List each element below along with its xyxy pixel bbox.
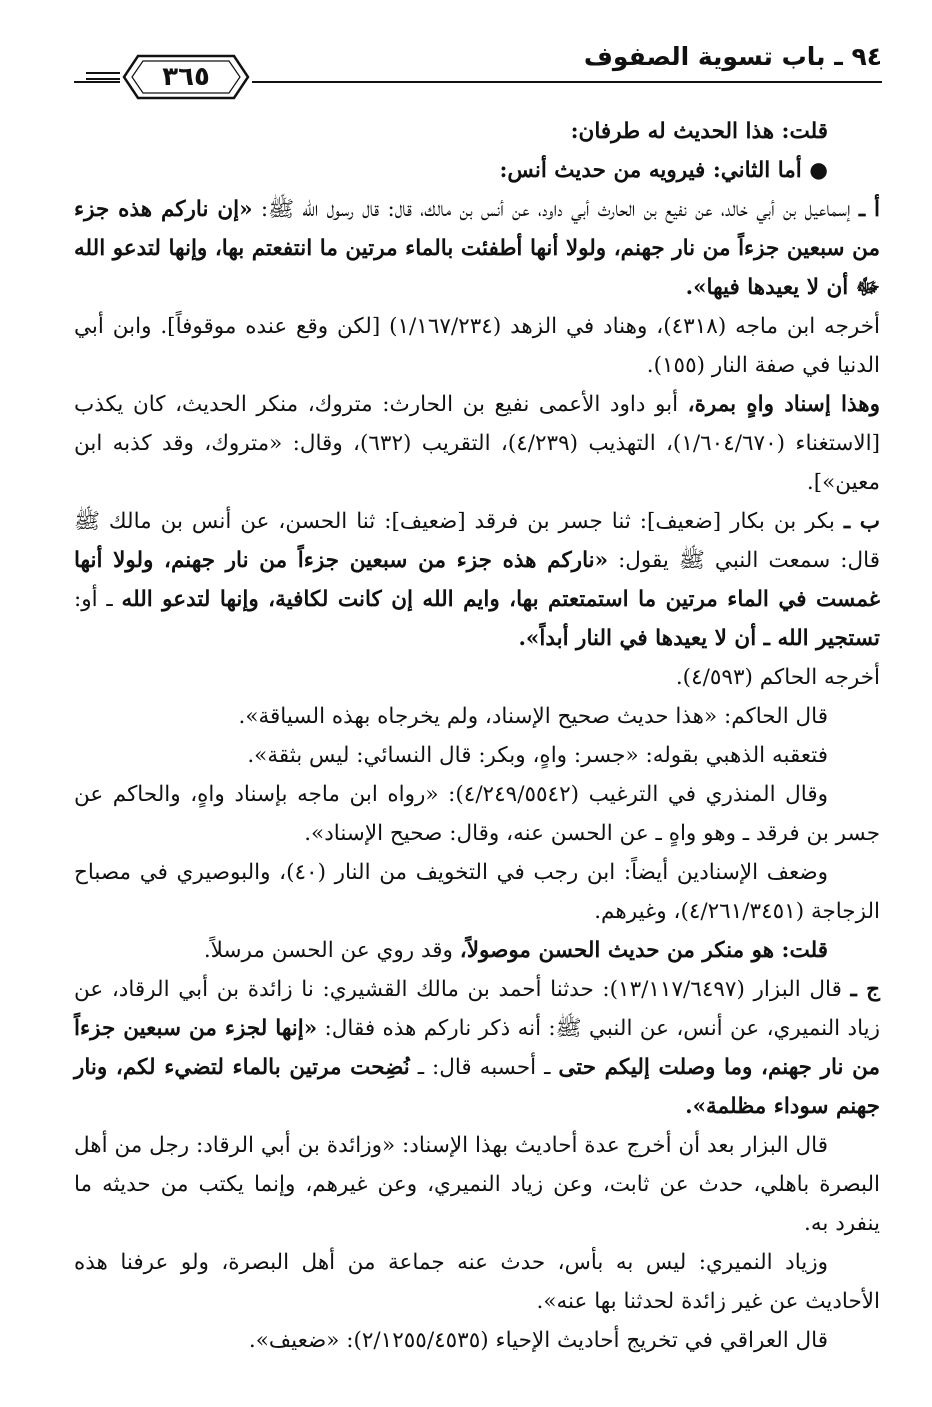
text-segment: وزياد النميري: ليس به بأس، حدث عنه جماعة من أهل البصرة، ولو عرفنا هذه الأحاديث عن غير زائدة لحدثنا بها عنه». [74, 1250, 880, 1314]
paragraph [74, 1321, 880, 1360]
text-segment: وقال المنذري في الترغيب (٤/٢٤٩/٥٥٤٢): «رواه ابن ماجه بإسناد واهٍ، والحاكم عن جسر بن فرقد ـ وهو واهٍ ـ عن الحسن عنه، وقال: صحيح الإسناد». [74, 782, 880, 846]
chapter-title: ٩٤ ـ باب تسوية الصفوف [583, 42, 882, 71]
bold-text-segment: قلت: هذا الحديث له طرفان: [570, 119, 828, 144]
paragraph [74, 775, 880, 853]
text-segment: وقد روي عن الحسن مرسلاً. [203, 938, 460, 963]
paragraph [74, 931, 880, 970]
paragraph [74, 112, 880, 151]
bold-text-segment: نُضِحت مرتين بالماء لتضيء لكم، ونار جهنم سوداء مظلمة». [74, 1055, 880, 1119]
paragraph [74, 697, 880, 736]
paragraph [74, 658, 880, 697]
text-segment: قال العراقي في تخريج أحاديث الإحياء (٢/١٢٥٥/٤٥٣٥): «ضعيف». [248, 1328, 828, 1353]
body-text [74, 112, 880, 1360]
bold-text-segment: وهذا إسناد واهٍ بمرة، [687, 392, 881, 417]
paragraph [74, 736, 880, 775]
bold-text-segment: ● أما الثاني: فيرويه من حديث أنس: [499, 158, 828, 183]
text-segment: إسماعيل بن أبي خالد، عن نفيع بن الحارث أبي داود، عن أنس بن مالك، قال: قال رسول الله ﷺ: [252, 197, 859, 222]
paragraph [74, 385, 880, 502]
text-segment: قال البزار بعد أن أخرج عدة أحاديث بهذا الإسناد: «وزائدة بن أبي الرقاد: رجل من أهل البصرة باهلي، حدث عن ثابت، وعن زياد النميري، وعن غيرهم، وإنما يكتب من حديثه ما ينفرد به. [74, 1133, 880, 1236]
paragraph [74, 307, 880, 385]
text-segment: ـ أو: [74, 587, 122, 612]
paragraph [74, 151, 880, 190]
paragraph [74, 502, 880, 658]
bold-text-segment: «إنها لجزء من سبعين جزءاً من نار جهنم، وما وصلت إليكم حتى [74, 1016, 881, 1080]
paragraph [74, 1126, 880, 1243]
text-segment: فتعقبه الذهبي بقوله: «جسر: واهٍ، وبكر: قال النسائي: ليس بثقة». [247, 743, 828, 768]
bold-text-segment: تستجير الله ـ أن لا يعيدها في النار أبداً». [518, 626, 880, 651]
bold-text-segment: أ ـ [858, 197, 880, 222]
page-number-badge [120, 52, 252, 102]
text-segment: ـ أحسبه قال: ـ [409, 1055, 559, 1080]
paragraph [74, 1243, 880, 1321]
text-segment: وضعف الإسنادين أيضاً: ابن رجب في التخويف من النار (٤٠)، والبوصيري في مصباح الزجاجة (٤/٢٦١/٣٤٥١)، وغيرهم. [74, 860, 880, 924]
page-header [74, 34, 882, 94]
text-segment: أخرجه الحاكم (٤/٥٩٣). [675, 665, 880, 690]
paragraph [74, 853, 880, 931]
text-segment: قال الحاكم: «هذا حديث صحيح الإسناد، ولم يخرجاه بهذه السياقة». [238, 704, 828, 729]
text-segment: أبو داود الأعمى نفيع بن الحارث: متروك، منكر الحديث، كان يكذب [الاستغناء (١/٦٠٤/٦٧٠)، التهذيب (٤/٢٣٩)، التقريب (٦٣٢)، وقال: «متروك، وقد كذبه ابن معين»]. [74, 392, 880, 495]
bold-text-segment: ب ـ [843, 509, 881, 534]
paragraph [74, 970, 880, 1126]
text-segment: أخرجه ابن ماجه (٤٣١٨)، وهناد في الزهد (١/١٦٧/٢٣٤) [لكن وقع عنده موقوفاً]. وابن أبي الدنيا في صفة النار (١٥٥). [74, 314, 881, 378]
page-number: ٣٦٥ [162, 62, 210, 92]
paragraph [74, 190, 880, 307]
bold-text-segment: «إن ناركم هذه جزء من سبعين جزءاً من نار جهنم، ولولا أنها أطفئت بالماء مرتين ما انتفعتم بها، وإنها لتدعو الله ﷻ أن لا يعيدها فيها». [74, 197, 880, 300]
text-segment: بكر بن بكار [ضعيف]: ثنا جسر بن فرقد [ضعيف]: ثنا الحسن، عن أنس بن مالك ﷺ قال: سمعت النبي ﷺ يقول: [74, 509, 880, 573]
text-segment: قال البزار (١٣/١١٧/٦٤٩٧): حدثنا أحمد بن مالك القشيري: نا زائدة بن أبي الرقاد، عن زياد النميري، عن أنس، عن النبي ﷺ: أنه ذكر ناركم هذه فقال: [74, 977, 880, 1041]
bold-text-segment: ج ـ [850, 977, 880, 1002]
bold-text-segment: قلت: هو منكر من حديث الحسن موصولاً، [459, 938, 828, 963]
bold-text-segment: «ناركم هذه جزء من سبعين جزءاً من نار جهنم، ولولا أنها غمست في الماء مرتين ما استمتعتم بها، وايم الله إن كانت لكافية، وإنها لتدعو الله [74, 548, 880, 612]
